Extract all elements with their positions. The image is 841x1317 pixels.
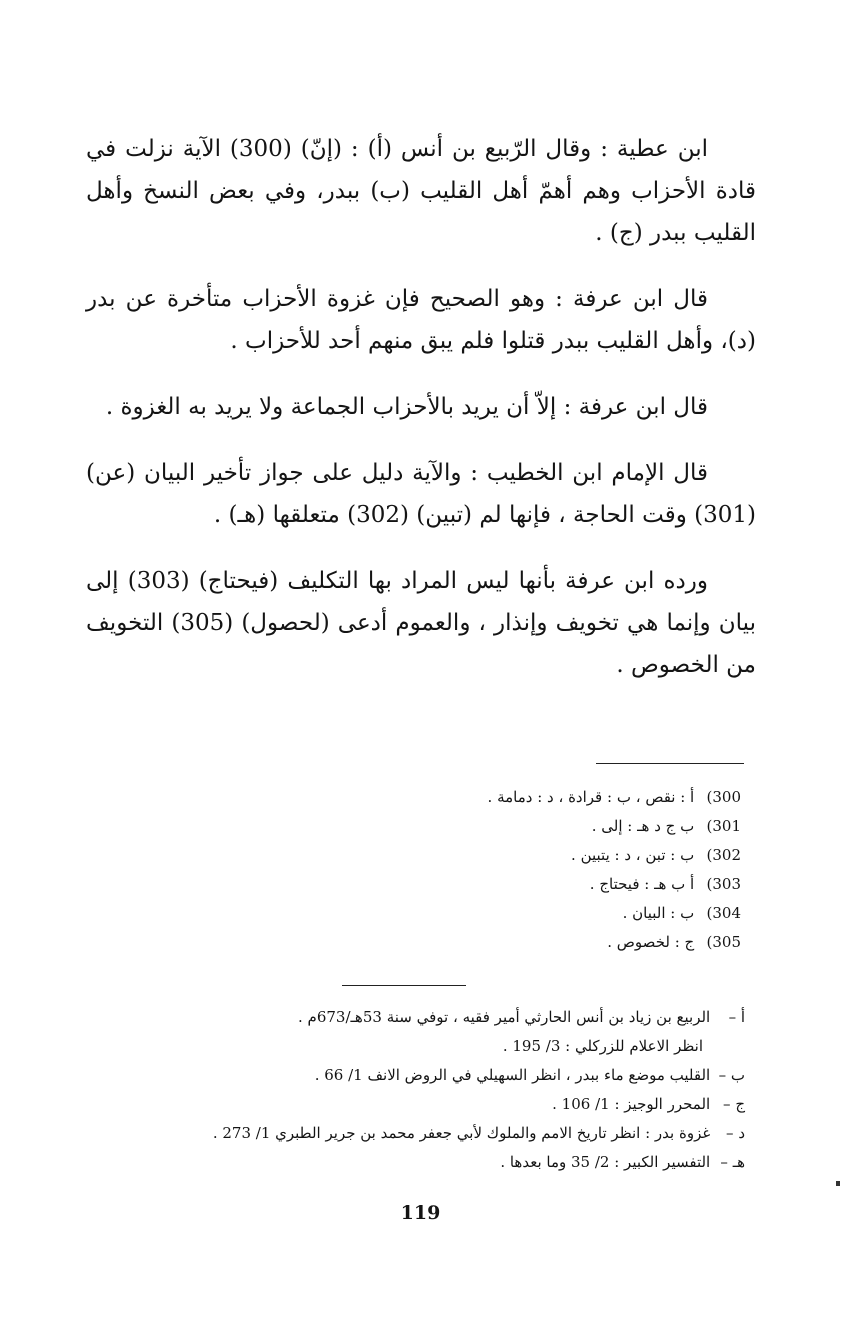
bio-note-alif-continued bbox=[65, 1032, 745, 1061]
bio-note-ref: ج – bbox=[723, 1095, 745, 1113]
margin-mark bbox=[836, 1181, 840, 1186]
bio-note-ref: د – bbox=[726, 1124, 745, 1142]
bio-note-alif bbox=[65, 1003, 745, 1032]
body-paragraph-2: قال ابن عرفة : وهو الصحيح فإن غزوة الأحزاب متأخرة عن بدر (د)، وأهل القليب ببدر قتلوا فلم يبق منهم أحد للأحزاب . bbox=[86, 286, 756, 354]
variant-note-300 bbox=[301, 783, 741, 812]
variant-note-text: أ ب هـ : فيحتاج . bbox=[589, 875, 695, 893]
page-number: 119 bbox=[400, 1202, 441, 1224]
variant-note-ref: 305) bbox=[706, 933, 741, 951]
variant-note-304 bbox=[301, 899, 741, 928]
bio-note-ha bbox=[65, 1148, 745, 1177]
variant-note-text: ج : لخصوص . bbox=[607, 933, 695, 951]
variant-note-303 bbox=[301, 870, 741, 899]
body-paragraph-5: ورده ابن عرفة بأنها ليس المراد بها التكليف (فيحتاج) (303) إلى بيان وإنما هي تخويف وإنذار ، والعموم أدعى (لحصول) (305) التخويف من الخصوص . bbox=[86, 568, 756, 678]
bio-note-dal bbox=[65, 1119, 745, 1148]
bio-note-text: غزوة بدر : انظر تاريخ الامم والملوك لأبي جعفر محمد بن جرير الطبري 1/ 273 . bbox=[212, 1124, 711, 1142]
bio-note-ref: هـ – bbox=[720, 1153, 745, 1171]
body-paragraph-3: قال ابن عرفة : إلاّ أن يريد بالأحزاب الجماعة ولا يريد به الغزوة . bbox=[105, 394, 708, 420]
variant-note-302 bbox=[301, 841, 741, 870]
footnote-separator-1 bbox=[596, 763, 744, 764]
bio-note-ref: ب – bbox=[718, 1066, 745, 1084]
bio-note-ref: أ – bbox=[728, 1008, 745, 1026]
variant-note-text: أ : نقص ، ب : قرادة ، د : دمامة . bbox=[487, 788, 695, 806]
bio-note-text: القليب موضع ماء ببدر ، انظر السهيلي في الروض الانف 1/ 66 . bbox=[314, 1066, 711, 1084]
variant-note-text: ب ج د هـ : إلى . bbox=[591, 817, 695, 835]
bio-note-text: المحرر الوجيز : 1/ 106 . bbox=[552, 1095, 711, 1113]
bio-note-text: الربيع بن زياد بن أنس الحارثي أمير فقيه ، توفي سنة 53هـ/673م . bbox=[298, 1008, 711, 1026]
variant-note-ref: 300) bbox=[706, 788, 741, 806]
main-text-block bbox=[86, 128, 756, 710]
variant-note-text: ب : البيان . bbox=[622, 904, 695, 922]
bio-note-text: التفسير الكبير : 2/ 35 وما بعدها . bbox=[500, 1153, 711, 1171]
variant-note-ref: 304) bbox=[706, 904, 741, 922]
variant-note-ref: 302) bbox=[706, 846, 741, 864]
variant-note-ref: 303) bbox=[706, 875, 741, 893]
footnote-separator-2 bbox=[342, 985, 466, 986]
bio-note-ba bbox=[65, 1061, 745, 1090]
variant-note-ref: 301) bbox=[706, 817, 741, 835]
variant-note-text: ب : تبن ، د : يتبين . bbox=[571, 846, 695, 864]
variant-note-305 bbox=[301, 928, 741, 957]
body-paragraph-4: قال الإمام ابن الخطيب : والآية دليل على جواز تأخير البيان (عن) (301) وقت الحاجة ، فإنها لم (تبين) (302) متعلقها (هـ) . bbox=[86, 460, 756, 528]
variant-notes bbox=[301, 783, 741, 957]
bibliographic-notes bbox=[65, 1003, 745, 1177]
body-paragraph-1: ابن عطية : وقال الرّبيع بن أنس (أ) : (إنّ) (300) الآية نزلت في قادة الأحزاب وهم أهمّ أهل القليب (ب) ببدر، وفي بعض النسخ وأهل القليب ببدر (ج) . bbox=[86, 136, 756, 246]
bio-note-text: انظر الاعلام للزركلي : 3/ 195 . bbox=[502, 1037, 703, 1055]
bio-note-jim bbox=[65, 1090, 745, 1119]
variant-note-301 bbox=[301, 812, 741, 841]
